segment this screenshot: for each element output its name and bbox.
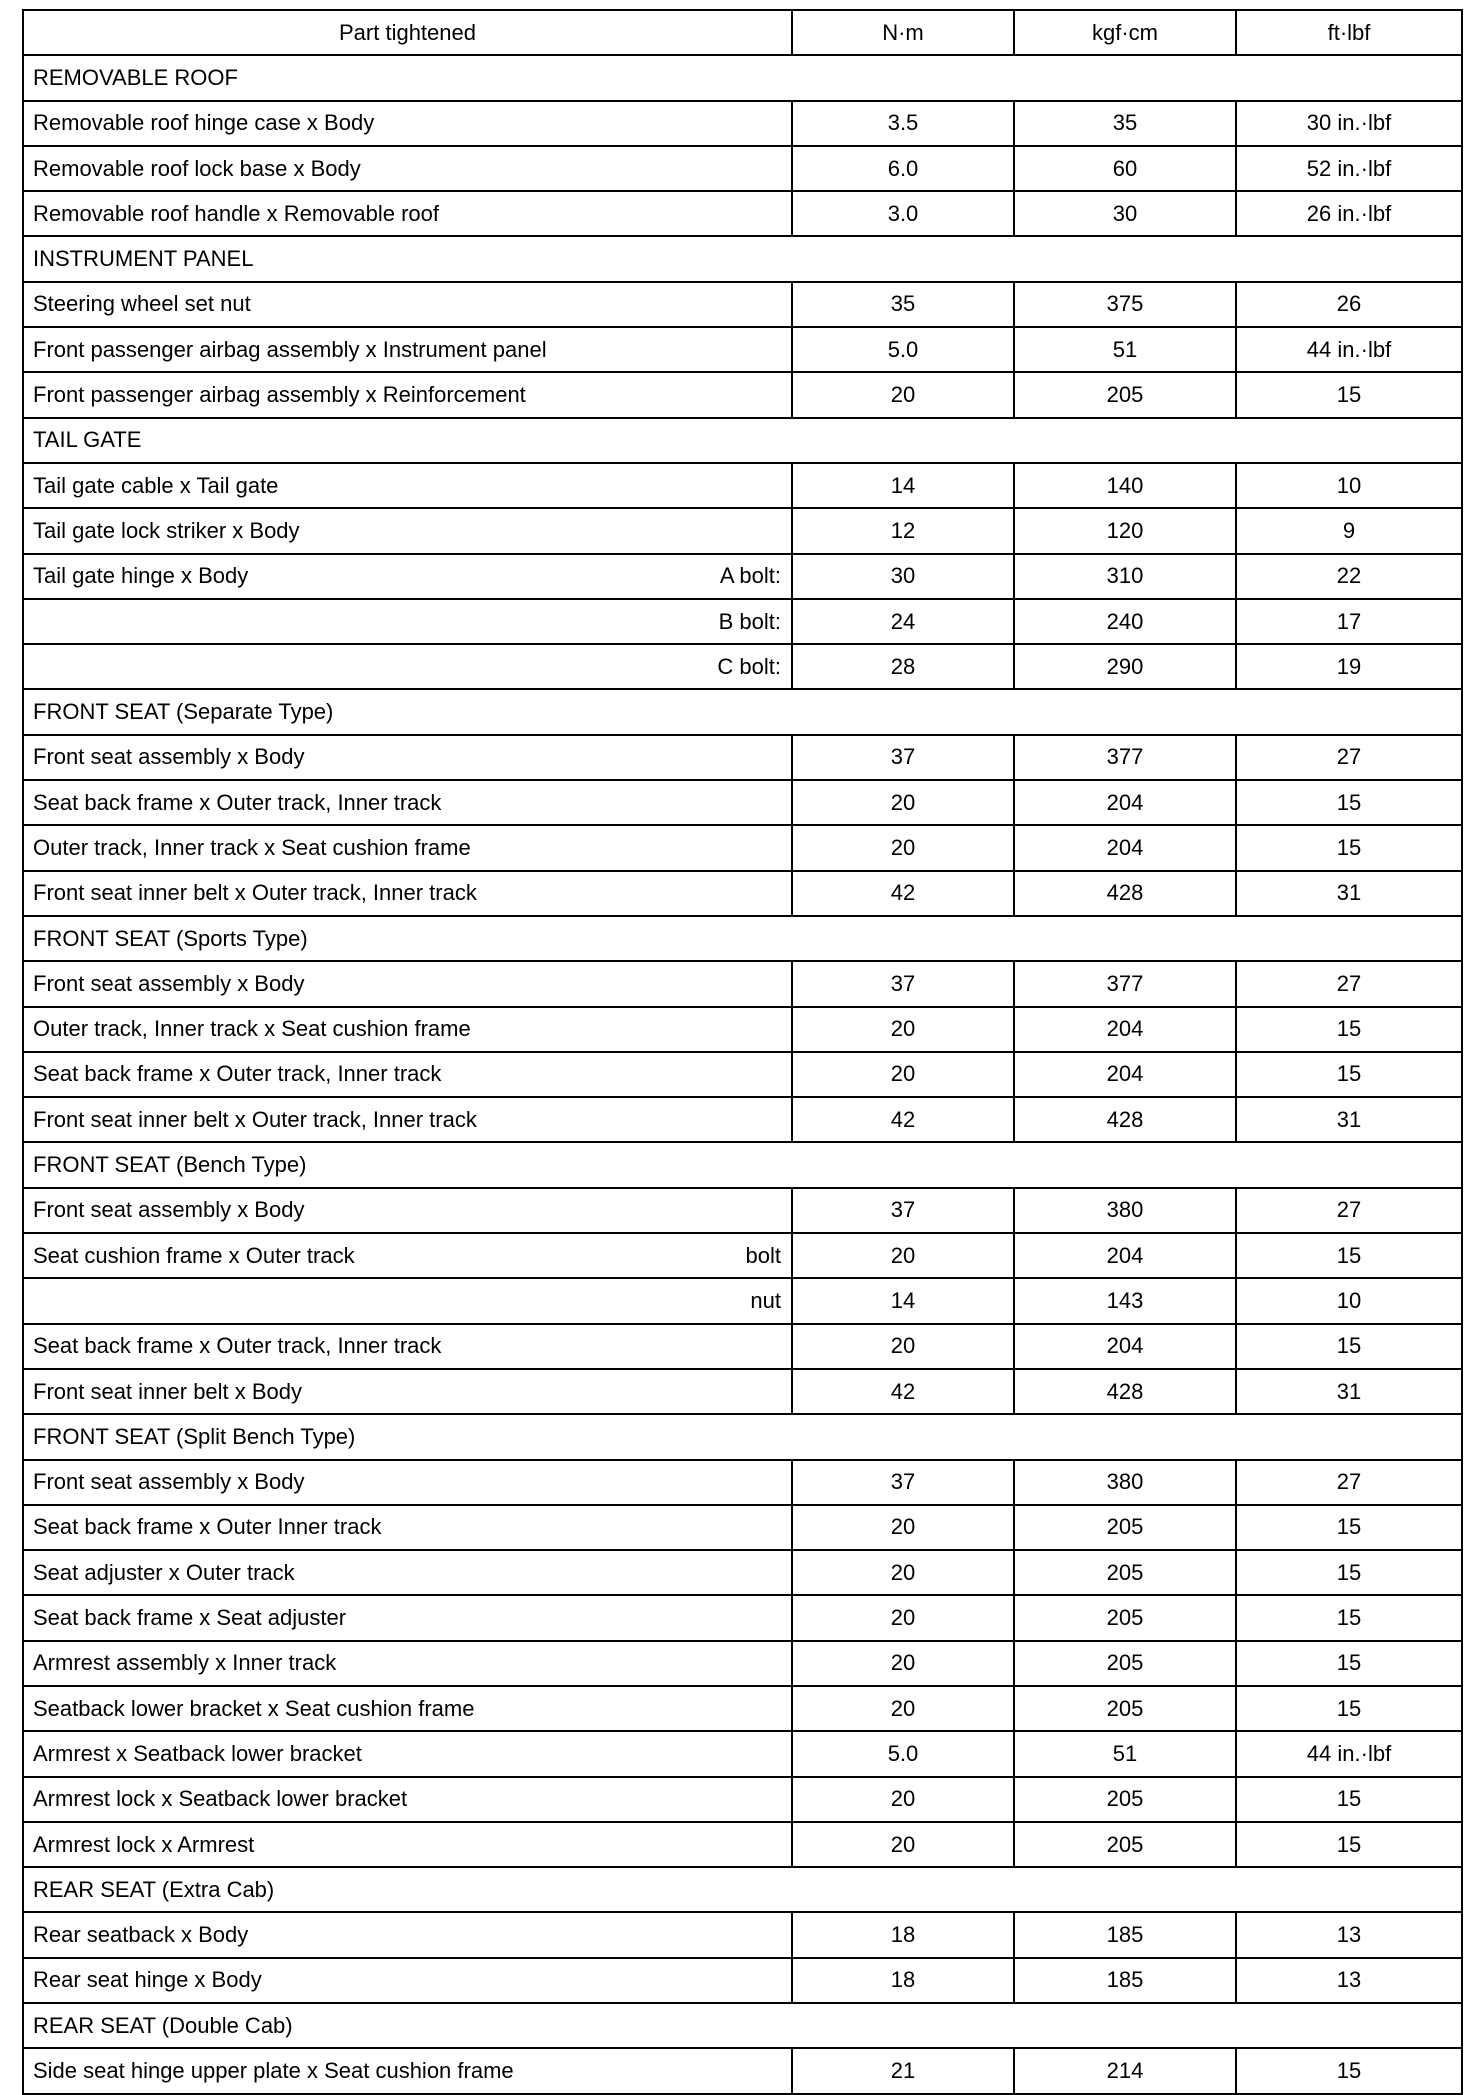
table-row xyxy=(23,282,1462,327)
header-part-tightened: Part tightened xyxy=(23,10,792,55)
table-row xyxy=(23,101,1462,146)
table-row xyxy=(23,372,1462,417)
torque-kgfcm: 204 xyxy=(1014,780,1236,825)
torque-kgfcm: 205 xyxy=(1014,1505,1236,1550)
part-name: Rear seat hinge x Body xyxy=(33,1967,262,1993)
section-title: FRONT SEAT (Separate Type) xyxy=(23,689,1462,734)
table-row xyxy=(23,1007,1462,1052)
part-name: Armrest lock x Armrest xyxy=(33,1831,255,1857)
part-name: Outer track, Inner track x Seat cushion frame xyxy=(33,834,471,860)
table-row xyxy=(23,508,1462,553)
torque-nm: 24 xyxy=(792,599,1014,644)
torque-ftlbf: 15 xyxy=(1236,1550,1462,1595)
torque-kgfcm: 120 xyxy=(1014,508,1236,553)
section-title: REAR SEAT (Extra Cab) xyxy=(23,1867,1462,1912)
table-row xyxy=(23,2048,1462,2093)
torque-kgfcm: 185 xyxy=(1014,1958,1236,2003)
section-row xyxy=(23,418,1462,463)
part-name: Armrest x Seatback lower bracket xyxy=(33,1740,362,1766)
torque-kgfcm: 240 xyxy=(1014,599,1236,644)
torque-nm: 20 xyxy=(792,1595,1014,1640)
torque-ftlbf: 15 xyxy=(1236,825,1462,870)
torque-kgfcm: 204 xyxy=(1014,1007,1236,1052)
torque-nm: 6.0 xyxy=(792,146,1014,191)
header-nm: N·m xyxy=(792,10,1014,55)
torque-ftlbf: 31 xyxy=(1236,1097,1462,1142)
section-title: TAIL GATE xyxy=(23,418,1462,463)
torque-kgfcm: 205 xyxy=(1014,1686,1236,1731)
torque-ftlbf: 15 xyxy=(1236,372,1462,417)
torque-kgfcm: 204 xyxy=(1014,1052,1236,1097)
part-name: Tail gate lock striker x Body xyxy=(33,517,300,543)
torque-nm: 20 xyxy=(792,825,1014,870)
torque-nm: 20 xyxy=(792,1777,1014,1822)
part-name: Front seat assembly x Body xyxy=(33,1197,305,1223)
torque-ftlbf: 15 xyxy=(1236,780,1462,825)
part-cell xyxy=(23,825,792,870)
torque-nm: 37 xyxy=(792,735,1014,780)
torque-kgfcm: 428 xyxy=(1014,1369,1236,1414)
table-row xyxy=(23,1731,1462,1776)
table-row xyxy=(23,327,1462,372)
part-name: Front seat inner belt x Body xyxy=(33,1378,303,1404)
torque-kgfcm: 205 xyxy=(1014,1822,1236,1867)
part-cell xyxy=(23,282,792,327)
torque-nm: 5.0 xyxy=(792,327,1014,372)
part-cell xyxy=(23,871,792,916)
torque-kgfcm: 204 xyxy=(1014,1324,1236,1369)
part-cell xyxy=(23,1777,792,1822)
torque-ftlbf: 10 xyxy=(1236,463,1462,508)
torque-nm: 20 xyxy=(792,1822,1014,1867)
part-cell xyxy=(23,2048,792,2093)
torque-ftlbf: 15 xyxy=(1236,1595,1462,1640)
torque-kgfcm: 30 xyxy=(1014,191,1236,236)
section-title: REAR SEAT (Double Cab) xyxy=(23,2003,1462,2048)
torque-ftlbf: 13 xyxy=(1236,1912,1462,1957)
table-row xyxy=(23,1369,1462,1414)
torque-ftlbf: 13 xyxy=(1236,1958,1462,2003)
torque-kgfcm: 205 xyxy=(1014,1777,1236,1822)
torque-kgfcm: 143 xyxy=(1014,1278,1236,1323)
table-row xyxy=(23,1958,1462,2003)
part-name: Seat cushion frame x Outer track xyxy=(33,1242,355,1268)
part-name: Seat back frame x Outer track, Inner track xyxy=(33,1333,442,1359)
part-cell xyxy=(23,1007,792,1052)
table-row xyxy=(23,1550,1462,1595)
torque-kgfcm: 60 xyxy=(1014,146,1236,191)
torque-nm: 20 xyxy=(792,1007,1014,1052)
torque-kgfcm: 51 xyxy=(1014,327,1236,372)
table-row xyxy=(23,1278,1462,1323)
table-row xyxy=(23,554,1462,599)
torque-kgfcm: 380 xyxy=(1014,1188,1236,1233)
torque-nm: 30 xyxy=(792,554,1014,599)
part-cell xyxy=(23,1731,792,1776)
torque-kgfcm: 204 xyxy=(1014,825,1236,870)
torque-nm: 3.5 xyxy=(792,101,1014,146)
table-row xyxy=(23,1324,1462,1369)
table-row xyxy=(23,1188,1462,1233)
part-name: Seat back frame x Seat adjuster xyxy=(33,1605,347,1631)
torque-ftlbf: 15 xyxy=(1236,1686,1462,1731)
torque-kgfcm: 375 xyxy=(1014,282,1236,327)
part-cell xyxy=(23,1912,792,1957)
part-name: Front seat inner belt x Outer track, Inner track xyxy=(33,880,477,906)
part-cell xyxy=(23,780,792,825)
part-name: Armrest assembly x Inner track xyxy=(33,1650,337,1676)
torque-spec-table xyxy=(22,9,1463,2095)
part-name: Steering wheel set nut xyxy=(33,291,251,317)
fastener-label: bolt xyxy=(745,1242,781,1268)
torque-nm: 14 xyxy=(792,463,1014,508)
part-cell xyxy=(23,1686,792,1731)
part-cell xyxy=(23,1595,792,1640)
torque-nm: 20 xyxy=(792,372,1014,417)
torque-nm: 20 xyxy=(792,1505,1014,1550)
part-cell xyxy=(23,644,792,689)
table-row xyxy=(23,146,1462,191)
part-name: Front passenger airbag assembly x Instrument panel xyxy=(33,336,547,362)
part-cell xyxy=(23,101,792,146)
part-cell xyxy=(23,191,792,236)
torque-nm: 20 xyxy=(792,1233,1014,1278)
table-row xyxy=(23,780,1462,825)
section-row xyxy=(23,916,1462,961)
torque-nm: 35 xyxy=(792,282,1014,327)
torque-ftlbf: 44 in.·lbf xyxy=(1236,1731,1462,1776)
table-row xyxy=(23,1777,1462,1822)
torque-kgfcm: 214 xyxy=(1014,2048,1236,2093)
table-row xyxy=(23,1641,1462,1686)
torque-ftlbf: 26 in.·lbf xyxy=(1236,191,1462,236)
part-name: Seatback lower bracket x Seat cushion frame xyxy=(33,1695,475,1721)
table-row xyxy=(23,191,1462,236)
torque-nm: 12 xyxy=(792,508,1014,553)
part-name: Seat back frame x Outer Inner track xyxy=(33,1514,382,1540)
torque-nm: 18 xyxy=(792,1912,1014,1957)
part-cell xyxy=(23,1278,792,1323)
torque-nm: 42 xyxy=(792,1369,1014,1414)
part-cell xyxy=(23,735,792,780)
torque-ftlbf: 27 xyxy=(1236,961,1462,1006)
part-name: Front seat assembly x Body xyxy=(33,970,305,996)
part-cell xyxy=(23,1097,792,1142)
torque-kgfcm: 205 xyxy=(1014,1550,1236,1595)
part-name: Removable roof lock base x Body xyxy=(33,155,361,181)
part-cell xyxy=(23,599,792,644)
torque-nm: 3.0 xyxy=(792,191,1014,236)
torque-nm: 42 xyxy=(792,1097,1014,1142)
torque-ftlbf: 9 xyxy=(1236,508,1462,553)
part-name: Outer track, Inner track x Seat cushion frame xyxy=(33,1016,471,1042)
section-row xyxy=(23,236,1462,281)
section-title: FRONT SEAT (Sports Type) xyxy=(23,916,1462,961)
table-row xyxy=(23,1052,1462,1097)
section-row xyxy=(23,1414,1462,1459)
part-cell xyxy=(23,1233,792,1278)
torque-kgfcm: 35 xyxy=(1014,101,1236,146)
table-row xyxy=(23,1822,1462,1867)
table-row xyxy=(23,1686,1462,1731)
torque-nm: 37 xyxy=(792,1188,1014,1233)
torque-nm: 42 xyxy=(792,871,1014,916)
part-cell xyxy=(23,1550,792,1595)
torque-ftlbf: 15 xyxy=(1236,2048,1462,2093)
section-title: FRONT SEAT (Bench Type) xyxy=(23,1142,1462,1187)
table-body xyxy=(23,55,1462,2093)
torque-nm: 21 xyxy=(792,2048,1014,2093)
part-cell xyxy=(23,554,792,599)
torque-kgfcm: 205 xyxy=(1014,1595,1236,1640)
torque-kgfcm: 310 xyxy=(1014,554,1236,599)
torque-kgfcm: 204 xyxy=(1014,1233,1236,1278)
torque-nm: 37 xyxy=(792,1460,1014,1505)
part-cell xyxy=(23,1369,792,1414)
section-title: REMOVABLE ROOF xyxy=(23,55,1462,100)
part-cell xyxy=(23,1641,792,1686)
fastener-label: A bolt: xyxy=(719,563,781,589)
part-cell xyxy=(23,961,792,1006)
header-kgfcm: kgf·cm xyxy=(1014,10,1236,55)
torque-nm: 20 xyxy=(792,1686,1014,1731)
torque-ftlbf: 30 in.·lbf xyxy=(1236,101,1462,146)
torque-ftlbf: 17 xyxy=(1236,599,1462,644)
table-row xyxy=(23,825,1462,870)
part-name: Front seat assembly x Body xyxy=(33,744,305,770)
table-row xyxy=(23,1233,1462,1278)
section-title: INSTRUMENT PANEL xyxy=(23,236,1462,281)
torque-kgfcm: 377 xyxy=(1014,961,1236,1006)
section-row xyxy=(23,2003,1462,2048)
part-cell xyxy=(23,1188,792,1233)
part-cell xyxy=(23,372,792,417)
part-name: Seat adjuster x Outer track xyxy=(33,1559,295,1585)
torque-nm: 14 xyxy=(792,1278,1014,1323)
part-cell xyxy=(23,1324,792,1369)
torque-nm: 37 xyxy=(792,961,1014,1006)
torque-ftlbf: 19 xyxy=(1236,644,1462,689)
part-cell xyxy=(23,463,792,508)
table-row xyxy=(23,961,1462,1006)
part-cell xyxy=(23,1958,792,2003)
torque-kgfcm: 185 xyxy=(1014,1912,1236,1957)
part-name: Front seat assembly x Body xyxy=(33,1469,305,1495)
torque-ftlbf: 15 xyxy=(1236,1505,1462,1550)
part-name: Front seat inner belt x Outer track, Inner track xyxy=(33,1106,477,1132)
torque-ftlbf: 10 xyxy=(1236,1278,1462,1323)
torque-ftlbf: 15 xyxy=(1236,1822,1462,1867)
part-cell xyxy=(23,1505,792,1550)
section-row xyxy=(23,1867,1462,1912)
fastener-label: C bolt: xyxy=(717,653,781,679)
table-row xyxy=(23,871,1462,916)
torque-ftlbf: 44 in.·lbf xyxy=(1236,327,1462,372)
torque-ftlbf: 22 xyxy=(1236,554,1462,599)
torque-kgfcm: 205 xyxy=(1014,372,1236,417)
torque-nm: 5.0 xyxy=(792,1731,1014,1776)
section-title: FRONT SEAT (Split Bench Type) xyxy=(23,1414,1462,1459)
torque-ftlbf: 15 xyxy=(1236,1324,1462,1369)
torque-kgfcm: 377 xyxy=(1014,735,1236,780)
table-row xyxy=(23,644,1462,689)
torque-ftlbf: 31 xyxy=(1236,871,1462,916)
section-row xyxy=(23,689,1462,734)
torque-kgfcm: 205 xyxy=(1014,1641,1236,1686)
table-row xyxy=(23,463,1462,508)
torque-nm: 18 xyxy=(792,1958,1014,2003)
section-row xyxy=(23,55,1462,100)
part-name: Armrest lock x Seatback lower bracket xyxy=(33,1786,408,1812)
torque-ftlbf: 27 xyxy=(1236,1188,1462,1233)
part-cell xyxy=(23,1460,792,1505)
part-name: Front passenger airbag assembly x Reinforcement xyxy=(33,382,526,408)
torque-nm: 20 xyxy=(792,1052,1014,1097)
torque-ftlbf: 52 in.·lbf xyxy=(1236,146,1462,191)
part-cell xyxy=(23,508,792,553)
table-row xyxy=(23,1505,1462,1550)
torque-nm: 20 xyxy=(792,1641,1014,1686)
torque-ftlbf: 26 xyxy=(1236,282,1462,327)
part-name: Seat back frame x Outer track, Inner track xyxy=(33,1061,442,1087)
part-name: Side seat hinge upper plate x Seat cushion frame xyxy=(33,2058,514,2083)
table-row xyxy=(23,1595,1462,1640)
torque-kgfcm: 290 xyxy=(1014,644,1236,689)
torque-nm: 20 xyxy=(792,780,1014,825)
part-cell xyxy=(23,327,792,372)
torque-ftlbf: 15 xyxy=(1236,1641,1462,1686)
torque-kgfcm: 428 xyxy=(1014,871,1236,916)
section-row xyxy=(23,1142,1462,1187)
fastener-label: nut xyxy=(750,1287,781,1313)
torque-kgfcm: 51 xyxy=(1014,1731,1236,1776)
torque-ftlbf: 15 xyxy=(1236,1233,1462,1278)
header-ftlbf: ft·lbf xyxy=(1236,10,1462,55)
fastener-label: B bolt: xyxy=(718,608,781,634)
torque-ftlbf: 31 xyxy=(1236,1369,1462,1414)
torque-ftlbf: 15 xyxy=(1236,1007,1462,1052)
torque-kgfcm: 428 xyxy=(1014,1097,1236,1142)
part-name: Tail gate cable x Tail gate xyxy=(33,472,279,498)
part-name: Removable roof hinge case x Body xyxy=(33,110,375,136)
table-row xyxy=(23,599,1462,644)
part-cell xyxy=(23,1822,792,1867)
part-name: Removable roof handle x Removable roof xyxy=(33,200,440,226)
table-row xyxy=(23,735,1462,780)
torque-nm: 20 xyxy=(792,1550,1014,1595)
torque-ftlbf: 27 xyxy=(1236,1460,1462,1505)
table-row xyxy=(23,1460,1462,1505)
header-row xyxy=(23,10,1462,55)
torque-kgfcm: 380 xyxy=(1014,1460,1236,1505)
part-name: Tail gate hinge x Body xyxy=(33,563,249,589)
torque-nm: 28 xyxy=(792,644,1014,689)
table-row xyxy=(23,1097,1462,1142)
part-name: Rear seatback x Body xyxy=(33,1922,249,1948)
part-cell xyxy=(23,1052,792,1097)
part-cell xyxy=(23,146,792,191)
torque-ftlbf: 27 xyxy=(1236,735,1462,780)
part-name: Seat back frame x Outer track, Inner track xyxy=(33,789,442,815)
table-row xyxy=(23,1912,1462,1957)
torque-ftlbf: 15 xyxy=(1236,1052,1462,1097)
torque-nm: 20 xyxy=(792,1324,1014,1369)
torque-kgfcm: 140 xyxy=(1014,463,1236,508)
torque-ftlbf: 15 xyxy=(1236,1777,1462,1822)
